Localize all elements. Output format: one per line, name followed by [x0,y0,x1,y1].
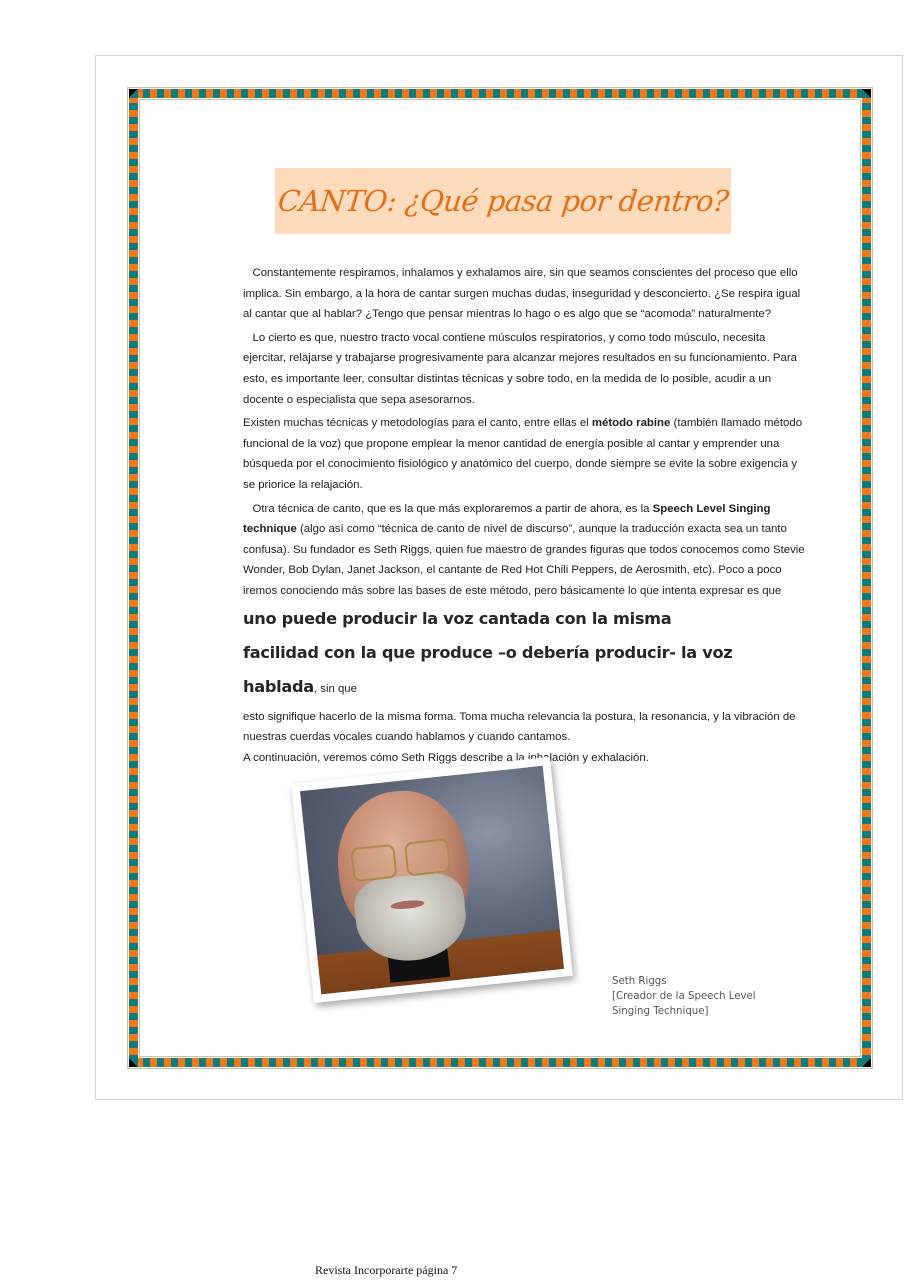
glasses-icon [350,844,397,882]
border-corner-bottom-right-icon [862,1058,871,1067]
portrait-image [300,766,564,994]
paragraph-4-tail: , sin que [313,682,357,695]
decorative-border-top [129,89,871,98]
title-banner [275,168,731,234]
highlight-quote-line-1: uno puede producir la voz cantada con la misma [243,608,672,628]
seth-riggs-photo [291,757,573,1003]
speech-level-singing-bold: Speech Level Singing technique [243,502,771,536]
paragraph-3 [243,413,808,495]
caption-line-2: [Creador de la Speech Level [612,991,756,1002]
decorative-border-right [862,89,871,1067]
border-corner-top-right-icon [862,89,871,98]
paragraph-4-text: Otra técnica de canto, que es la que más exploraremos a partir de ahora, es la [252,502,653,515]
border-corner-bottom-left-icon [129,1058,138,1067]
glasses-icon [404,838,451,876]
decorative-border-left [129,89,138,1067]
method-rabine-bold: método rabine [591,417,671,430]
paragraph-2-text: Lo cierto es que, nuestro tracto vocal contiene músculos respiratorios, y como todo músculo, necesita ejercitar, relajarse y trabajarse progresivamente para alcanzar mejores resultados en su funcionamiento. Para esto, es importante leer, consultar distintas técnicas y sobre todo, en la medida de lo posible, acudir a un docente o especialista que sepa asesorarnos. [243,331,797,406]
decorative-border-bottom [129,1058,871,1067]
caption-line-1: Seth Riggs [612,976,667,987]
page-footer: Revista Incorporarte página 7 [315,1263,458,1277]
paragraph-5-text: esto signifique hacerlo de la misma forma. Toma mucha relevancia la postura, la resonancia, y la vibración de nuestras cuerdas vocales cuando hablamos y cuando cantamos. [243,710,796,744]
caption-line-3: Singing Technique] [612,1006,709,1017]
paragraph-2 [243,328,808,410]
article-body [243,263,808,771]
paragraph-3-text-cont: (también llamado método funcional de la voz) que propone emplear la menor cantidad de energía posible al cantar y emprender una búsqueda por el conocimiento fisiológico y anatómico del cuerpo, donde siempre se evite la sobre exigencia y se priorice la relajación. [243,417,803,491]
paragraph-3-text: Existen muchas técnicas y metodologías para el canto, entre ellas el [243,417,592,430]
border-corner-top-left-icon [129,89,138,98]
paragraph-4 [243,499,808,704]
paragraph-5 [243,707,808,748]
photo-caption [612,974,772,1019]
page-title: CANTO: ¿Qué pasa por dentro? [276,184,730,218]
paragraph-6-text: A continuación, veremos cómo Seth Riggs describe a la inhalación y exhalación. [243,751,649,764]
paragraph-1 [243,263,808,325]
paragraph-4-text-cont: (algo así como “técnica de canto de nivel de discurso”, aunque la traducción exacta sea un tanto confusa). Su fundador es Seth Riggs, quien fue maestro de grandes figuras que todos conocemos como Stevie Wonder, Bob Dylan, Janet Jackson, el cantante de Red Hot Chili Peppers, de Aerosmith, etc). Poco a poco iremos conociendo más sobre las bases de este método, pero básicamente lo que intenta expresar es que [243,523,805,597]
highlight-quote-line-2: facilidad con la que produce –o debería producir- la voz hablada [243,642,733,696]
paragraph-1-text: Constantemente respiramos, inhalamos y exhalamos aire, sin que seamos conscientes del proceso que ello implica. Sin embargo, a la hora de cantar surgen muchas dudas, inseguridad y desconcierto. ¿Se respira igual al cantar que al hablar? ¿Tengo que pensar mientras lo hago o es algo que se “acomoda” naturalmente? [243,267,801,321]
